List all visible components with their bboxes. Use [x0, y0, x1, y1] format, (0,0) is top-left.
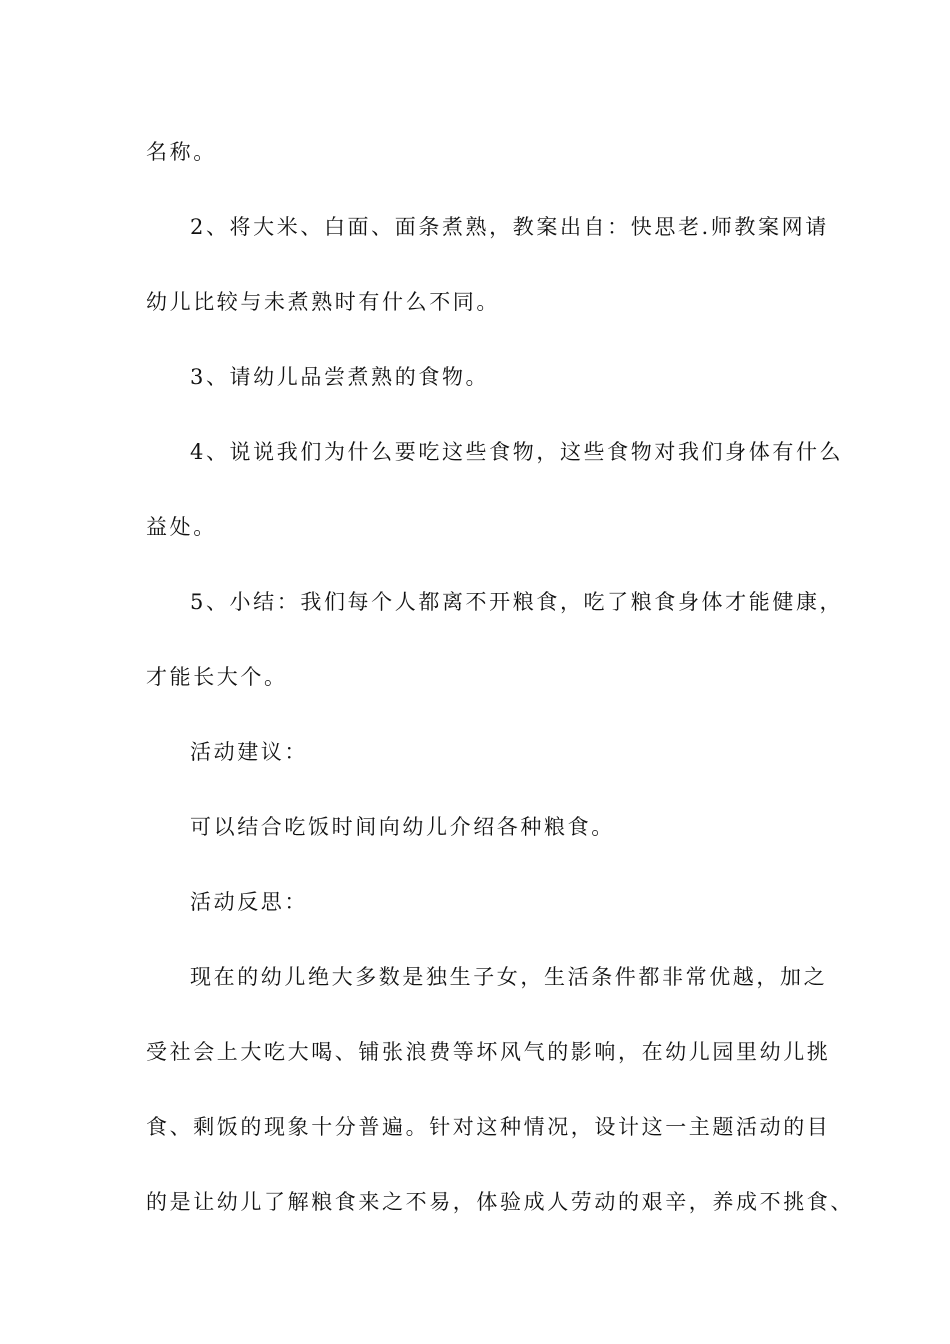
- text-line: 的是让幼儿了解粮食来之不易，体验成人劳动的艰辛，养成不挑食、: [146, 1190, 854, 1214]
- text-line: 5、小结：我们每个人都离不开粮食，吃了粮食身体才能健康，: [190, 590, 844, 614]
- text-line: 食、剩饭的现象十分普遍。针对这种情况，设计这一主题活动的目: [146, 1115, 831, 1139]
- text-line: 名称。: [146, 140, 217, 164]
- text-line: 益处。: [146, 515, 217, 539]
- text-line: 2、将大米、白面、面条煮熟，教案出自：快思老.师教案网请: [190, 215, 829, 239]
- section-heading: 活动反思：: [190, 890, 308, 914]
- text-line: 可以结合吃饭时间向幼儿介绍各种粮食。: [190, 815, 615, 839]
- text-line: 才能长大个。: [146, 665, 288, 689]
- text-line: 3、请幼儿品尝煮熟的食物。: [190, 365, 490, 389]
- text-line: 4、说说我们为什么要吃这些食物，这些食物对我们身体有什么: [190, 440, 844, 464]
- section-heading: 活动建议：: [190, 740, 308, 764]
- text-line: 受社会上大吃大喝、铺张浪费等坏风气的影响，在幼儿园里幼儿挑: [146, 1040, 831, 1064]
- text-line: 现在的幼儿绝大多数是独生子女，生活条件都非常优越，加之: [190, 965, 828, 989]
- text-line: 幼儿比较与未煮熟时有什么不同。: [146, 290, 500, 314]
